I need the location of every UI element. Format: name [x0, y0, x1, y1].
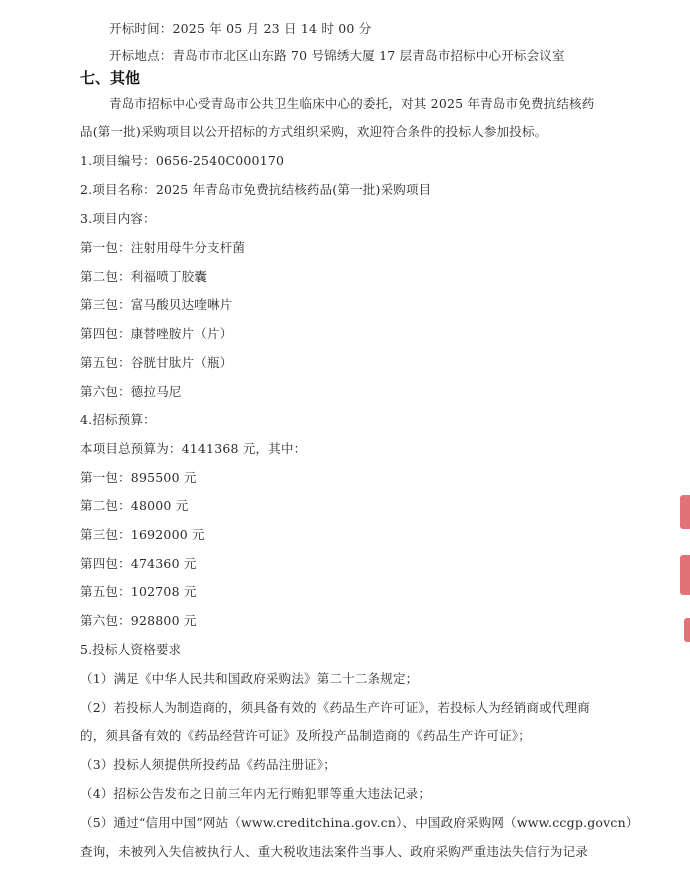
budget-item: 第一包：895500 元	[80, 470, 197, 485]
budget-item: 第二包：48000 元	[80, 498, 189, 513]
qualification-item: （2）若投标人为制造商的，须具备有效的《药品生产许可证》，若投标人为经销商或代理商	[80, 700, 590, 715]
package-item: 第一包：注射用母牛分支杆菌	[80, 240, 246, 255]
budget-item: 第三包：1692000 元	[80, 527, 205, 542]
content-title: 3.项目内容：	[80, 211, 156, 226]
qualification-item: （5）通过“信用中国”网站（www.creditchina.gov.cn）、中国政府采购网（www.ccgp.govcn）	[80, 815, 639, 830]
budget-item: 第四包：474360 元	[80, 556, 197, 571]
red-stamp-fragment	[684, 618, 690, 642]
qualification-item: 的，须具备有效的《药品经营许可证》及所投产品制造商的《药品生产许可证》；	[80, 728, 531, 743]
section-heading: 七、其他	[80, 69, 141, 87]
qualification-title: 5.投标人资格要求	[80, 642, 182, 657]
budget-item: 第五包：102708 元	[80, 584, 197, 599]
package-item: 第二包：利福喷丁胶囊	[80, 269, 208, 284]
red-stamp-fragment	[680, 495, 690, 529]
package-item: 第五包：谷胱甘肽片（瓶）	[80, 355, 233, 370]
red-stamp-fragment	[680, 555, 690, 595]
package-item: 第三包：富马酸贝达喹啉片	[80, 297, 233, 312]
project-name: 2.项目名称：2025 年青岛市免费抗结核药品(第一批)采购项目	[80, 182, 432, 197]
qualification-item: （1）满足《中华人民共和国政府采购法》第二十二条规定；	[80, 671, 419, 686]
budget-total: 本项目总预算为：4141368 元，其中：	[80, 441, 307, 456]
package-item: 第六包：德拉马尼	[80, 384, 182, 399]
budget-title: 4.招标预算：	[80, 412, 156, 427]
qualification-item: 查询，未被列入失信被执行人、重大税收违法案件当事人、政府采购严重违法失信行为记录	[80, 844, 589, 859]
intro-line-2: 品(第一批)采购项目以公开招标的方式组织采购，欢迎符合条件的投标人参加投标。	[80, 124, 548, 139]
intro-line-1: 青岛市招标中心受青岛市公共卫生临床中心的委托，对其 2025 年青岛市免费抗结核药	[109, 96, 595, 111]
package-item: 第四包：康替唑胺片（片）	[80, 326, 233, 341]
qualification-item: （4）招标公告发布之日前三年内无行贿犯罪等重大违法记录；	[80, 786, 432, 801]
qualification-item: （3）投标人须提供所投药品《药品注册证》；	[80, 757, 336, 772]
opening-location: 开标地点：青岛市市北区山东路 70 号锦绣大厦 17 层青岛市招标中心开标会议室	[109, 48, 565, 63]
budget-item: 第六包：928800 元	[80, 613, 197, 628]
project-number: 1.项目编号：0656-2540C000170	[80, 153, 285, 168]
opening-time: 开标时间：2025 年 05 月 23 日 14 时 00 分	[109, 21, 372, 36]
